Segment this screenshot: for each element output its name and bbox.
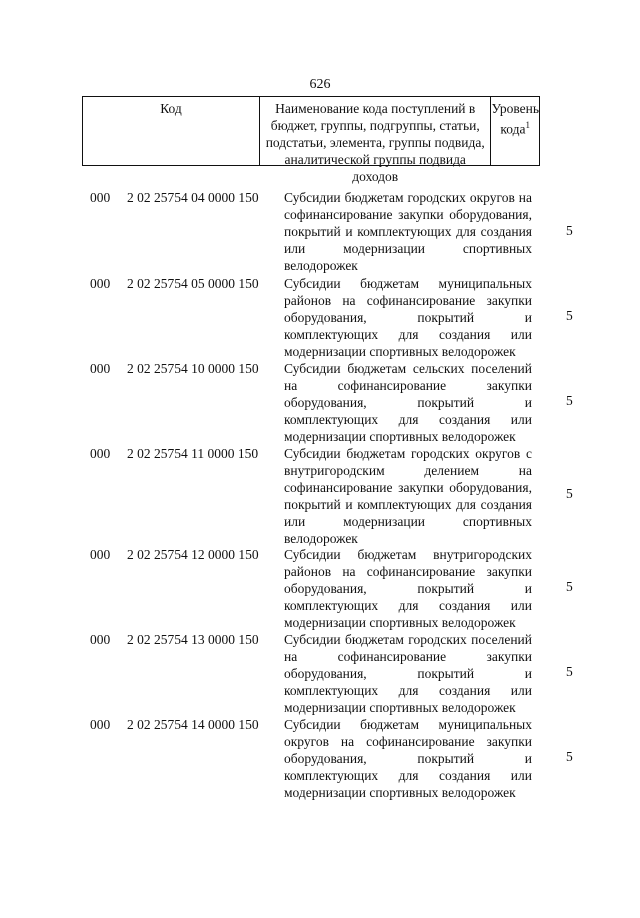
table-row xyxy=(0,360,640,445)
table-row xyxy=(0,275,640,360)
code-level: 5 xyxy=(566,393,573,408)
admin-code: 000 xyxy=(90,632,111,647)
revenue-name: Субсидии бюджетам внутригородских районов на софинансирование закупки оборудования, покрытий и комплектующих для создания или модернизации спортивных велодорожек xyxy=(284,547,532,630)
revenue-code: 2 02 25754 05 0000 150 xyxy=(127,276,259,291)
header-level xyxy=(491,97,539,165)
code-level: 5 xyxy=(566,223,573,238)
admin-code: 000 xyxy=(90,276,111,291)
table-row xyxy=(0,189,640,274)
table-row xyxy=(0,716,640,801)
table-row xyxy=(0,445,640,547)
revenue-name: Субсидии бюджетам муниципальных районов на софинансирование закупки оборудования, покрытий и комплектующих для создания или модернизации спортивных велодорожек xyxy=(284,276,532,359)
code-level: 5 xyxy=(566,308,573,323)
code-level: 5 xyxy=(566,486,573,501)
revenue-name: Субсидии бюджетам городских поселений на софинансирование закупки оборудования, покрытий и комплектующих для создания или модернизации спортивных велодорожек xyxy=(284,632,532,715)
revenue-code: 2 02 25754 04 0000 150 xyxy=(127,190,259,205)
page-number: 626 xyxy=(309,77,331,92)
header-level-label: Уровень кода xyxy=(491,101,539,137)
admin-code: 000 xyxy=(90,717,111,732)
revenue-code: 2 02 25754 14 0000 150 xyxy=(127,717,259,732)
code-level: 5 xyxy=(566,664,573,679)
admin-code: 000 xyxy=(90,547,111,562)
admin-code: 000 xyxy=(90,446,111,461)
revenue-name: Субсидии бюджетам городских округов с внутригородским делением на софинансирование закупки оборудования, покрытий и комплектующих для создания или модернизации спортивных велодорожек xyxy=(284,446,532,546)
code-level: 5 xyxy=(566,579,573,594)
revenue-code: 2 02 25754 10 0000 150 xyxy=(127,361,259,376)
revenue-name: Субсидии бюджетам городских округов на софинансирование закупки оборудования, покрытий и комплектующих для создания или модернизации спортивных велодорожек xyxy=(284,190,532,273)
revenue-name: Субсидии бюджетам сельских поселений на софинансирование закупки оборудования, покрытий и комплектующих для создания или модернизации спортивных велодорожек xyxy=(284,361,532,444)
table-header xyxy=(82,96,540,184)
revenue-name: Субсидии бюджетам муниципальных округов на софинансирование закупки оборудования, покрытий и комплектующих для создания или модернизации спортивных велодорожек xyxy=(284,717,532,800)
code-level: 5 xyxy=(566,749,573,764)
revenue-code: 2 02 25754 11 0000 150 xyxy=(127,446,259,461)
table-row xyxy=(0,546,640,631)
revenue-code: 2 02 25754 13 0000 150 xyxy=(127,632,259,647)
revenue-code: 2 02 25754 12 0000 150 xyxy=(127,547,259,562)
header-code: Код xyxy=(83,97,260,165)
footnote-marker: 1 xyxy=(525,120,531,130)
header-name: Наименование кода поступлений в бюджет, группы, подгруппы, статьи, подстатьи, элемента, группы подвида, аналитической группы подвида доходов xyxy=(260,97,491,165)
admin-code: 000 xyxy=(90,361,111,376)
table-row xyxy=(0,631,640,716)
admin-code: 000 xyxy=(90,190,111,205)
